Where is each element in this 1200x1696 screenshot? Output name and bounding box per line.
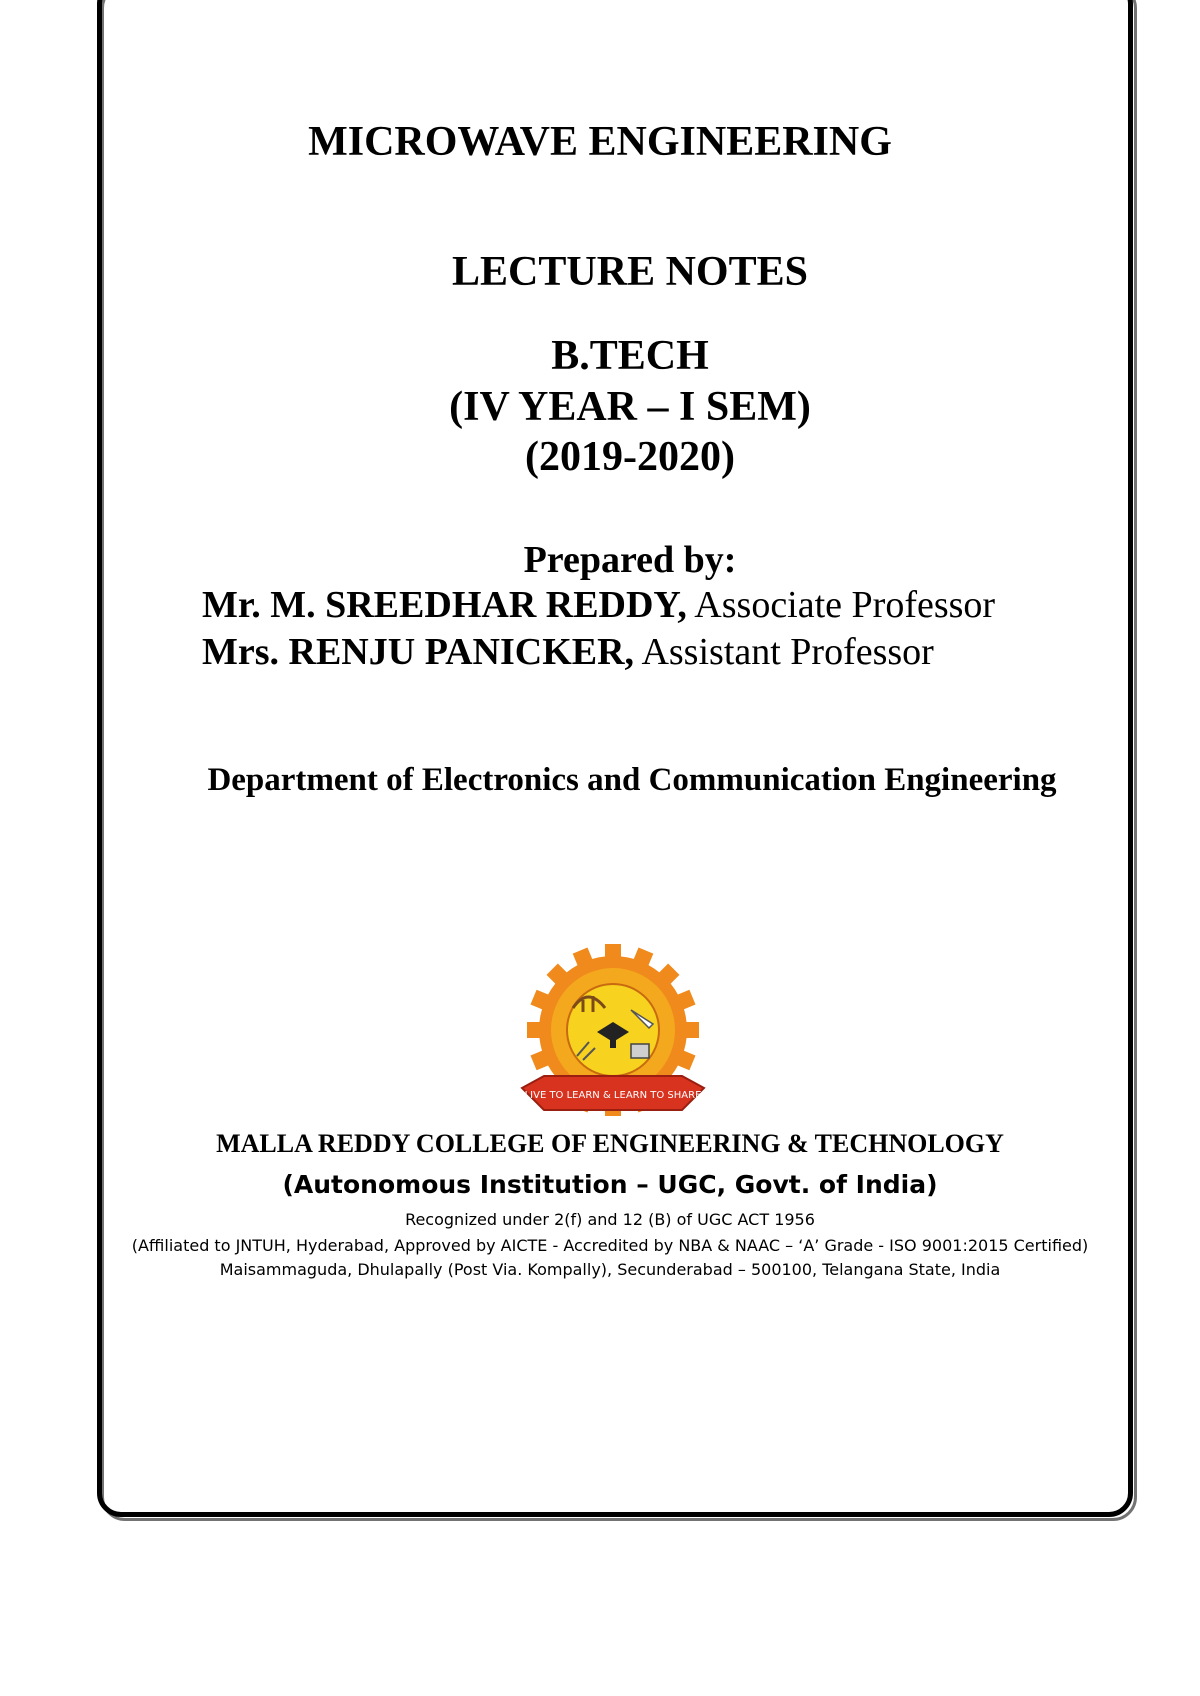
- institution-address: Maisammaguda, Dhulapally (Post Via. Kompally), Secunderabad – 500100, Telangana State, India: [219, 1260, 1001, 1279]
- semester-label: (IV YEAR – I SEM): [449, 384, 811, 430]
- author-1-role: Associate Professor: [686, 584, 996, 626]
- college-emblem-icon: [510, 938, 716, 1128]
- page-border: [97, 0, 1133, 1517]
- author-1-name: Mr. M. SREEDHAR REDDY,: [202, 584, 687, 626]
- institution-affiliation: (Affiliated to JNTUH, Hyderabad, Approved by AICTE - Accredited by NBA & NAAC – ‘A’ Grade - ISO 9001:2015 Certified): [131, 1236, 1089, 1255]
- institution-recognition: Recognized under 2(f) and 12 (B) of UGC ACT 1956: [405, 1210, 815, 1229]
- department-name: Department of Electronics and Communication Engineering: [207, 762, 1057, 798]
- program-label: B.TECH: [551, 333, 709, 379]
- prepared-by-label: Prepared by:: [523, 539, 737, 581]
- emblem-ribbon-text: LIVE TO LEARN & LEARN TO SHARE: [524, 1090, 702, 1101]
- academic-year: (2019-2020): [525, 434, 735, 480]
- institution-status: (Autonomous Institution – UGC, Govt. of India): [282, 1170, 938, 1199]
- author-1: [202, 583, 995, 627]
- author-2-name: Mrs. RENJU PANICKER,: [202, 631, 635, 673]
- institution-name: MALLA REDDY COLLEGE OF ENGINEERING & TECHNOLOGY: [216, 1129, 1004, 1158]
- document-title: MICROWAVE ENGINEERING: [308, 119, 892, 165]
- document-subtitle: LECTURE NOTES: [452, 249, 808, 295]
- author-2-role: Assistant Professor: [634, 631, 934, 673]
- author-2: [202, 630, 934, 674]
